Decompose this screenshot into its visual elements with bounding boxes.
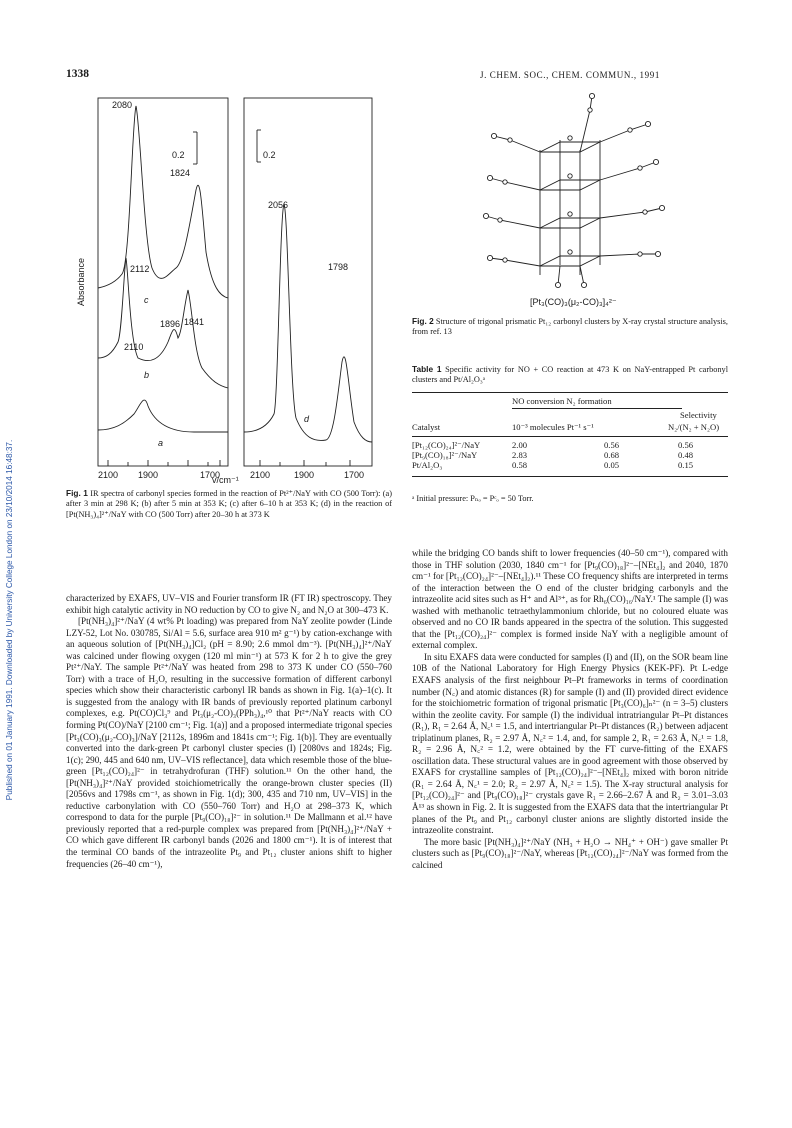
tick-left-1900: 1900 bbox=[137, 470, 159, 480]
curve-label-c: c bbox=[144, 295, 149, 305]
table1-head-units: 10⁻³ molecules Pt⁻¹ s⁻¹ bbox=[512, 422, 594, 432]
journal-header: J. CHEM. SOC., CHEM. COMMUN., 1991 bbox=[480, 70, 660, 80]
curve-label-a: a bbox=[158, 438, 164, 448]
table-cell: 0.58 bbox=[512, 460, 528, 470]
page-number: 1338 bbox=[66, 68, 89, 80]
cluster-structure-diagram bbox=[480, 90, 670, 290]
peak-label-1841: 1841 bbox=[184, 317, 205, 327]
curve-label-b: b bbox=[144, 370, 150, 380]
table1-head-catalyst: Catalyst bbox=[412, 422, 441, 432]
table1-title bbox=[412, 364, 728, 386]
tick-left-2100: 2100 bbox=[97, 470, 119, 480]
table-cell: Pt/Al₂O₃ bbox=[412, 460, 443, 470]
spectrum-d bbox=[244, 204, 372, 442]
table1-body bbox=[412, 440, 728, 470]
fig2-caption bbox=[412, 316, 728, 338]
table1-title-label: Table 1 bbox=[412, 364, 442, 374]
tick-right-1900: 1900 bbox=[293, 470, 315, 480]
fig1-caption-label: Fig. 1 bbox=[66, 488, 88, 498]
tick-left-1700: 1700 bbox=[199, 470, 221, 480]
table-cell: 0.56 bbox=[678, 440, 694, 450]
table-cell: [Pt₁₂(CO)₂₄]²⁻/NaY bbox=[412, 440, 481, 450]
fig2-caption-text: Structure of trigonal prismatic Pt₁₂ carbonyl clusters by X-ray crystal structure analysis, from ref. 13 bbox=[412, 317, 728, 337]
peak-label-1896: 1896 bbox=[160, 319, 181, 329]
table1-rule-group bbox=[512, 408, 682, 409]
table-cell: [Pt₉(CO)₁₈]²⁻/NaY bbox=[412, 450, 478, 460]
fig2-caption-label: Fig. 2 bbox=[412, 316, 434, 326]
peak-label-2110: 2110 bbox=[124, 342, 144, 352]
fig1-caption bbox=[66, 488, 392, 520]
fig1-caption-text: IR spectra of carbonyl species formed in the reaction of Pt²⁺/NaY with CO (500 Torr): (a) after 3 min at 298 K; (b) after 5 min at 353 K; (c) after 6–10 h at 353 K; (d) in the reaction of [Pt(NH₃)₄]²⁺/NaY with CO (500 Torr) after 20–30 h at 373 K bbox=[66, 489, 392, 519]
peak-label-2080: 2080 bbox=[112, 100, 133, 110]
table-cell: 2.83 bbox=[512, 450, 528, 460]
right-column bbox=[412, 548, 728, 871]
table1 bbox=[412, 396, 728, 498]
x-axis-label: v/cm⁻¹ bbox=[212, 475, 239, 485]
table-row bbox=[412, 440, 728, 450]
table1-head-ratio: N₂/(N₂ + N₂O) bbox=[668, 422, 720, 432]
y-axis-label: Absorbance bbox=[76, 257, 86, 307]
table1-title-text: Specific activity for NO + CO reaction at 473 K on NaY-entrapped Pt carbonyl clusters and Pt/Al₂O₃ᵃ bbox=[412, 365, 728, 385]
table1-rule-top bbox=[412, 392, 728, 393]
table-row bbox=[412, 450, 728, 460]
peak-label-1824: 1824 bbox=[170, 168, 191, 178]
scale-label-right: 0.2 bbox=[263, 150, 276, 160]
peak-label-2056: 2056 bbox=[268, 200, 289, 210]
table-cell: 2.00 bbox=[512, 440, 528, 450]
download-note: Published on 01 January 1991. Downloaded by University College London on 23/10/2014 16:48:37. bbox=[5, 439, 14, 801]
download-sidebar bbox=[2, 80, 16, 1020]
ir-spectra-plot bbox=[64, 92, 396, 484]
fig2-formula: [Pt₃(CO)₃(μ₂-CO)₃]₄²⁻ bbox=[530, 297, 617, 307]
scale-label-left: 0.2 bbox=[172, 150, 185, 160]
spectrum-c bbox=[98, 106, 228, 298]
table-cell: 0.48 bbox=[678, 450, 694, 460]
left-column bbox=[66, 593, 392, 870]
paragraph: while the bridging CO bands shift to lower frequencies (40–50 cm⁻¹), compared with those in THF solution (2030, 1840 cm⁻¹ for [Pt₉(CO)₁₈]²⁻–[NEt₄]₂ and 2040, 1870 cm⁻¹ for [Pt₁₂(CO)₂₄]²⁻–[NEt₄]₂).¹¹ These CO frequency shifts are interpreted in terms of the interaction between the O end of the cluster bridging carbonyls and the intrazeolite acid sites such as H⁺ and Al³⁺, as for Rh₆(CO)₁₆/NaY.¹ The sample (I) was washed with methanolic tetraethylammonium chloride, but no coloured eluate was observed and no CO IR bands appeared in the spectra of the solution. This suggested that the [Pt₁₂(CO)₂₄]²⁻ complex is formed inside NaY with a negligible amount of external complex. bbox=[412, 548, 728, 651]
paragraph: characterized by EXAFS, UV–VIS and Fourier transform IR (FT IR) spectroscopy. They exhibit high catalytic activity in NO reduction by CO to give N₂ and N₂O at 300–473 K. bbox=[66, 593, 392, 615]
paragraph: The more basic [Pt(NH₃)₄]²⁺/NaY (NH₃ + H₂O → NH₄⁺ + OH⁻) gave smaller Pt clusters such as [Pt₉(CO)₁₈]²⁻/NaY, whereas [Pt₁₂(CO)₂₄]²⁻/NaY was formed from the calcined bbox=[412, 836, 728, 870]
spectrum-a bbox=[98, 400, 228, 432]
table1-footnote: ᵃ Initial pressure: Pₙₒ = Pᶜₒ = 50 Torr. bbox=[412, 494, 534, 503]
peak-label-1798: 1798 bbox=[328, 262, 349, 272]
paragraph: In situ EXAFS data were conducted for samples (I) and (II), on the SOR beam line 10B of the National Laboratory for High Energy Physics (KEK-PF). Pt L-edge EXAFS analysis of the first neighbour Pt–Pt frameworks in terms of coordination number (N꜀) and atomic distances (R) for sample (I) and (II) provided direct evidence for the stoichiometric formation of trigonal prismatic [Pt₃(CO)₆]ₙ²⁻ (n = 3–5) clusters within the zeolite cavity. For sample (I) the individual intratriangular Pt–Pt distances (R₁), R₁ = 2.64 Å, N꜀¹ = 1.5, and intertriangular Pt–Pt distances (R₂) between adjacent triplatinum planes, R₂ = 2.97 Å, N꜀² = 1.4, and, for sample 2, R₁ = 2.63 Å, N꜀¹ = 1.8, R₂ = 2.96 Å, N꜀² = 1.2, were obtained by the FT curve-fitting of the EXAFS oscillation data. These structural values are in good agreement with those observed by EXAFS for crystalline samples of [Pt₁₂(CO)₂₄]²⁻–[NEt₄]₂ mixed with boron nitride (R₁ = 2.64 Å, N꜀¹ = 2.0; R₂ = 2.97 Å, N꜀² = 1.5). The X-ray structural analysis for [Pt₁₂(CO)₂₄]²⁻ and [Pt₉(CO)₁₈]²⁻ crystals gave R₁ = 2.66–2.67 Å and R₂ = 3.01–3.03 Å¹³ as shown in Fig. 2. It is suggested from the EXAFS data that the intertriangular Pt planes of the Pt₉ and Pt₁₂ carbonyl cluster anions are slightly distorted inside the intrazeolite constraint. bbox=[412, 651, 728, 836]
curve-label-d: d bbox=[304, 414, 310, 424]
table1-head-conversion: NO conversion N₂ formation bbox=[512, 396, 612, 406]
peak-label-2112: 2112 bbox=[130, 264, 150, 274]
paragraph: [Pt(NH₃)₄]²⁺/NaY (4 wt% Pt loading) was prepared from NaY zeolite powder (Linde LZY-52, Lot No. 030785, Si/Al = 5.6, surface area 910 m² g⁻¹) by cation-exchange with an aqueous solution of [Pt(NH₃)₄]Cl₂ (pH = 8.90; 2.6 mmol dm⁻³). [Pt(NH₃)₄]²⁺/NaY was calcined under flowing oxygen (120 ml min⁻¹) at 573 K for 2 h to give the grey Pt²⁺/NaY. The sample Pt²⁺/NaY was heated from 298 to 373 K under CO (550–760 Torr) with a trace of H₂O, resulting in the successive formation of different carbonyl species which show their characteristic carbonyl IR bands as shown in Fig. 1(a)–1(c). It is suggested from the analogy with IR bands of previously reported platinum carbonyl complexes, e.g. Pt(CO)Cl₃⁹ and Pt₃(μ₂-CO)₃(PPh₃)₄,¹⁰ that Pt²⁺/NaY reacts with CO forming Pt(CO)/NaY [2100 cm⁻¹; Fig. 1(a)] and a proposed intermediate trigonal species [Pt₃(CO)₃(μ₂-CO)₃]/NaY [2112s, 1896m and 1841s cm⁻¹; Fig. 1(b)]. They are eventually converted into the dark-green Pt carbonyl cluster species (I) [2080vs and 1824s; Fig. 1(c); 290, 445 and 640 nm, UV–VIS reflectance], data which resemble those of the blue-green [Pt₁₂(CO)₂₄]²⁻ in tetrahydrofuran (THF) solution.¹¹ On the other hand, the [Pt(NH₃)₄]²⁺/NaY provided stoichiometrically the orange-brown cluster species (II) [2056vs and 1798s cm⁻¹, as shown in Fig. 1(d); 300, 435 and 710 nm, UV–VIS] in the reductive carbonylation with CO (550–760 Torr) and H₂O at 298–373 K, which correspond to data for the purple [Pt₉(CO)₁₈]²⁻ in solution.¹¹ De Mallmann et al.¹² have previously reported that a red-purple complex was prepared from [Pt(NH₃)₄]²⁺/NaY + CO which gave different IR carbonyl bands (2026 and 1800 cm⁻¹). It is of interest that the terminal CO bands of the intrazeolite Pt₉ and Pt₁₂ cluster anions shift to higher frequencies (26–40 cm⁻¹), bbox=[66, 616, 392, 869]
table1-rule-head bbox=[412, 436, 728, 437]
table-cell: 0.15 bbox=[678, 460, 694, 470]
figure-1 bbox=[64, 92, 396, 484]
figure-2-structure bbox=[480, 90, 670, 290]
table-cell: 0.56 bbox=[604, 440, 620, 450]
table-cell: 0.68 bbox=[604, 450, 620, 460]
left-panel-frame bbox=[98, 98, 228, 466]
table-cell: 0.05 bbox=[604, 460, 620, 470]
table1-head-selectivity: Selectivity bbox=[680, 410, 717, 420]
tick-right-2100: 2100 bbox=[249, 470, 271, 480]
tick-right-1700: 1700 bbox=[343, 470, 365, 480]
table1-rule-bottom bbox=[412, 476, 728, 477]
table-row bbox=[412, 460, 728, 470]
